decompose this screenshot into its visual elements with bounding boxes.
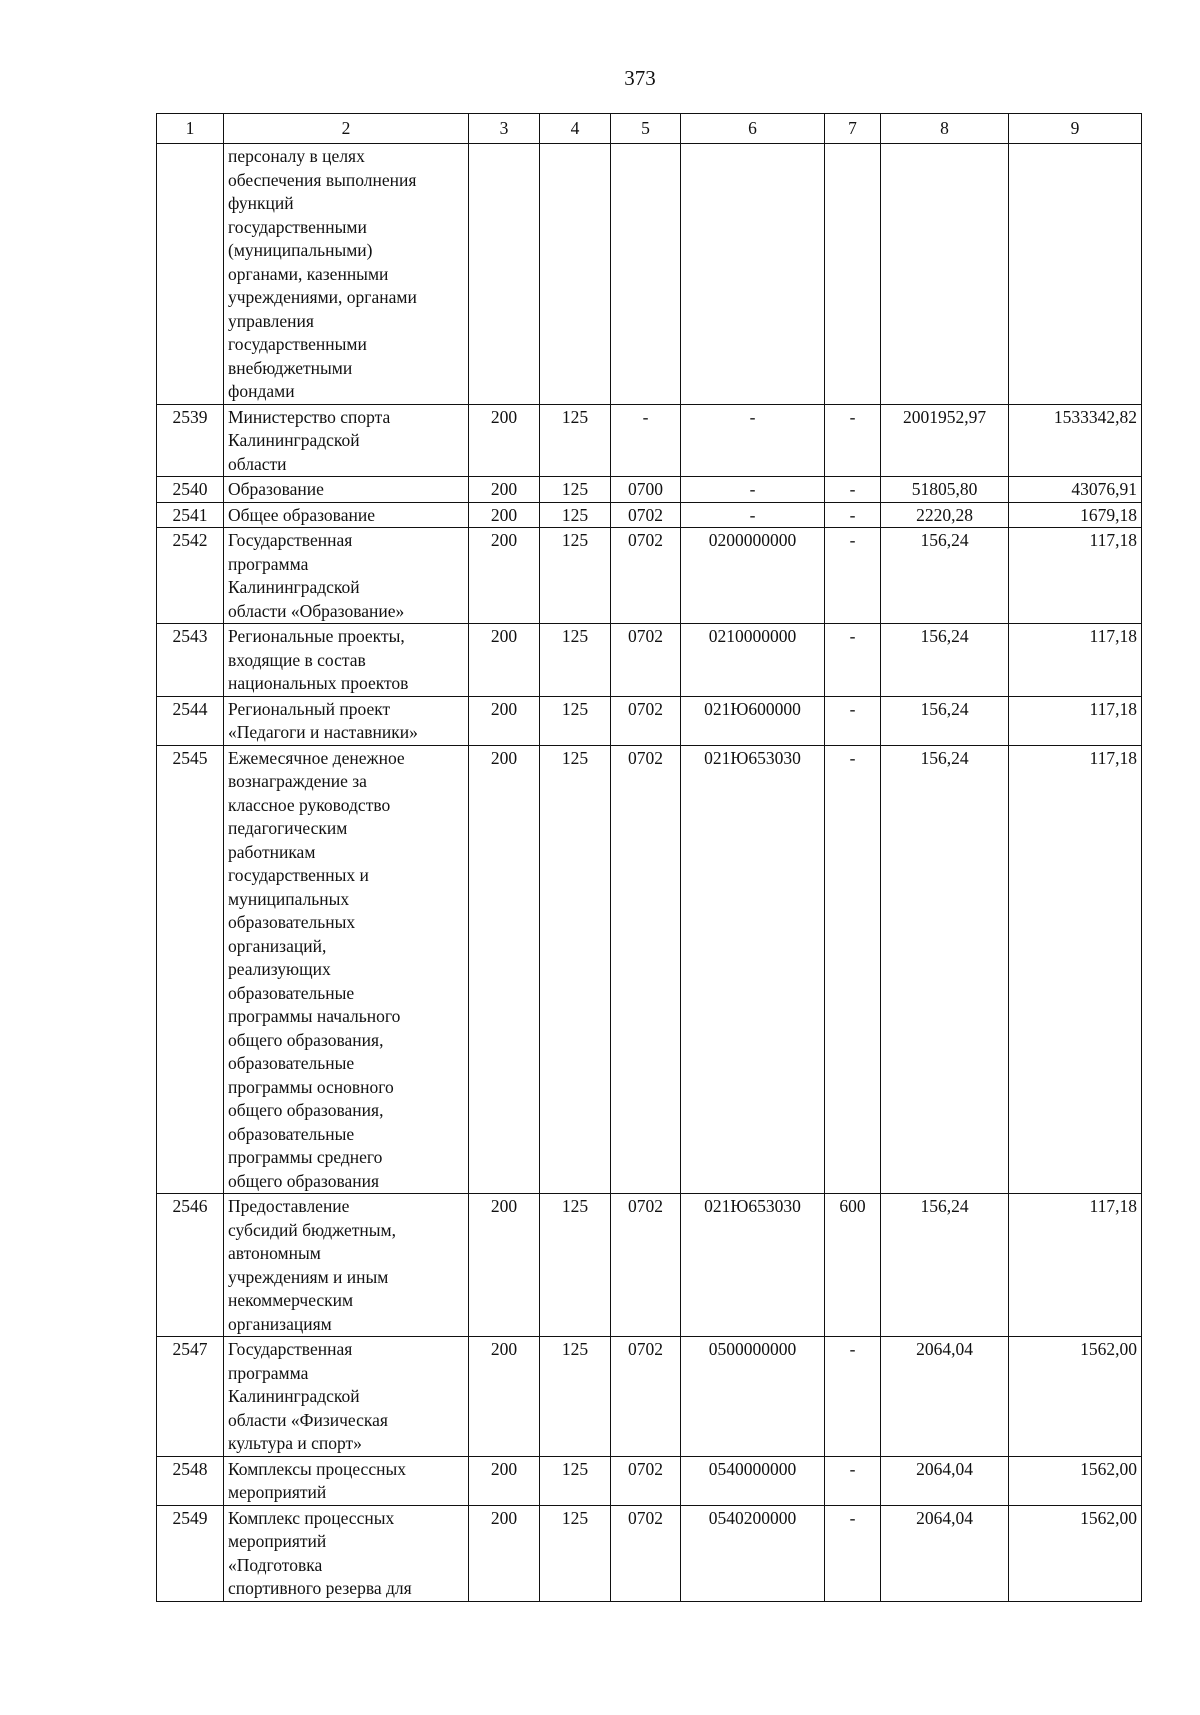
cell-row-number: 2539 xyxy=(157,404,224,477)
cell-col8: 2001952,97 xyxy=(881,404,1009,477)
cell-col4: 125 xyxy=(540,1456,611,1505)
cell-col7: - xyxy=(825,1456,881,1505)
cell-col4: 125 xyxy=(540,1337,611,1457)
cell-col8: 2064,04 xyxy=(881,1456,1009,1505)
cell-col6: 0540200000 xyxy=(681,1505,825,1601)
cell-col5: 0702 xyxy=(611,1194,681,1337)
cell-col5: 0700 xyxy=(611,477,681,503)
cell-col4: 125 xyxy=(540,477,611,503)
cell-col3: 200 xyxy=(469,1337,540,1457)
cell-col7: - xyxy=(825,624,881,697)
cell-col6: - xyxy=(681,502,825,528)
col-header-7: 7 xyxy=(825,114,881,144)
cell-row-number: 2547 xyxy=(157,1337,224,1457)
table-row xyxy=(157,477,1142,503)
cell-col7: - xyxy=(825,745,881,1194)
cell-col7: 600 xyxy=(825,1194,881,1337)
col-header-4: 4 xyxy=(540,114,611,144)
cell-name: Комплекс процессных мероприятий «Подготовка спортивного резерва для xyxy=(224,1505,469,1601)
cell-row-number: 2549 xyxy=(157,1505,224,1601)
cell-col9: 1679,18 xyxy=(1009,502,1142,528)
cell-col5: 0702 xyxy=(611,696,681,745)
cell-col5: 0702 xyxy=(611,745,681,1194)
cell-col6 xyxy=(681,144,825,405)
cell-name: Комплексы процессных мероприятий xyxy=(224,1456,469,1505)
cell-col3: 200 xyxy=(469,477,540,503)
cell-col7 xyxy=(825,144,881,405)
cell-name: Общее образование xyxy=(224,502,469,528)
cell-col9: 117,18 xyxy=(1009,528,1142,624)
cell-col4: 125 xyxy=(540,1194,611,1337)
cell-col5: 0702 xyxy=(611,1456,681,1505)
table-row xyxy=(157,404,1142,477)
cell-col7: - xyxy=(825,528,881,624)
table-row xyxy=(157,696,1142,745)
cell-col9: 117,18 xyxy=(1009,624,1142,697)
cell-row-number: 2543 xyxy=(157,624,224,697)
cell-col9: 1562,00 xyxy=(1009,1505,1142,1601)
col-header-8: 8 xyxy=(881,114,1009,144)
cell-col8: 2064,04 xyxy=(881,1337,1009,1457)
cell-row-number: 2541 xyxy=(157,502,224,528)
cell-col4: 125 xyxy=(540,1505,611,1601)
cell-col6: 021Ю653030 xyxy=(681,745,825,1194)
cell-col8 xyxy=(881,144,1009,405)
cell-col6: 0500000000 xyxy=(681,1337,825,1457)
cell-col8: 156,24 xyxy=(881,745,1009,1194)
cell-col3: 200 xyxy=(469,1456,540,1505)
cell-col3: 200 xyxy=(469,404,540,477)
cell-col8: 156,24 xyxy=(881,528,1009,624)
cell-row-number: 2546 xyxy=(157,1194,224,1337)
col-header-3: 3 xyxy=(469,114,540,144)
col-header-2: 2 xyxy=(224,114,469,144)
cell-col9: 1562,00 xyxy=(1009,1337,1142,1457)
cell-col6: 021Ю600000 xyxy=(681,696,825,745)
cell-col7: - xyxy=(825,404,881,477)
cell-col3: 200 xyxy=(469,696,540,745)
cell-col3: 200 xyxy=(469,502,540,528)
cell-col8: 51805,80 xyxy=(881,477,1009,503)
cell-col5: - xyxy=(611,404,681,477)
cell-col8: 156,24 xyxy=(881,696,1009,745)
col-header-1: 1 xyxy=(157,114,224,144)
cell-name: Предоставление субсидий бюджетным, автономным учреждениям и иным некоммерческим организациям xyxy=(224,1194,469,1337)
table-row xyxy=(157,1505,1142,1601)
cell-col4: 125 xyxy=(540,528,611,624)
cell-col4: 125 xyxy=(540,745,611,1194)
cell-col6: - xyxy=(681,404,825,477)
cell-col6: 021Ю653030 xyxy=(681,1194,825,1337)
cell-col7: - xyxy=(825,1505,881,1601)
table-row xyxy=(157,624,1142,697)
cell-name: персоналу в целях обеспечения выполнения функций государственными (муниципальными) органами, казенными учреждениями, органами управления государственными внебюджетными фондами xyxy=(224,144,469,405)
table-row xyxy=(157,528,1142,624)
cell-col5 xyxy=(611,144,681,405)
cell-name: Государственная программа Калининградской области «Физическая культура и спорт» xyxy=(224,1337,469,1457)
cell-col6: 0210000000 xyxy=(681,624,825,697)
table-row xyxy=(157,1456,1142,1505)
cell-col6: - xyxy=(681,477,825,503)
cell-col9: 1533342,82 xyxy=(1009,404,1142,477)
cell-col3: 200 xyxy=(469,1505,540,1601)
cell-col3: 200 xyxy=(469,528,540,624)
cell-name: Региональный проект «Педагоги и наставники» xyxy=(224,696,469,745)
col-header-9: 9 xyxy=(1009,114,1142,144)
cell-col3 xyxy=(469,144,540,405)
cell-col8: 2064,04 xyxy=(881,1505,1009,1601)
cell-col5: 0702 xyxy=(611,502,681,528)
cell-col9: 43076,91 xyxy=(1009,477,1142,503)
table-row xyxy=(157,144,1142,405)
cell-row-number: 2544 xyxy=(157,696,224,745)
cell-col4: 125 xyxy=(540,696,611,745)
cell-col4: 125 xyxy=(540,624,611,697)
cell-col9: 1562,00 xyxy=(1009,1456,1142,1505)
cell-name: Министерство спорта Калининградской области xyxy=(224,404,469,477)
cell-row-number: 2542 xyxy=(157,528,224,624)
cell-col5: 0702 xyxy=(611,624,681,697)
cell-col7: - xyxy=(825,477,881,503)
cell-col5: 0702 xyxy=(611,528,681,624)
cell-col4 xyxy=(540,144,611,405)
cell-row-number: 2540 xyxy=(157,477,224,503)
cell-col8: 2220,28 xyxy=(881,502,1009,528)
cell-col6: 0200000000 xyxy=(681,528,825,624)
cell-col8: 156,24 xyxy=(881,624,1009,697)
table-row xyxy=(157,1337,1142,1457)
page-number: 373 xyxy=(624,66,656,90)
cell-name: Ежемесячное денежное вознаграждение за классное руководство педагогическим работникам государственных и муниципальных образовательных организаций, реализующих образовательные программы начального общего образования, образовательные программы основного общего образования, образовательные программы среднего общего образования xyxy=(224,745,469,1194)
cell-row-number: 2548 xyxy=(157,1456,224,1505)
cell-col7: - xyxy=(825,1337,881,1457)
col-header-6: 6 xyxy=(681,114,825,144)
cell-col9: 117,18 xyxy=(1009,1194,1142,1337)
header-row xyxy=(157,114,1142,144)
cell-col9: 117,18 xyxy=(1009,745,1142,1194)
cell-row-number xyxy=(157,144,224,405)
cell-row-number: 2545 xyxy=(157,745,224,1194)
cell-col5: 0702 xyxy=(611,1505,681,1601)
cell-col6: 0540000000 xyxy=(681,1456,825,1505)
cell-col3: 200 xyxy=(469,624,540,697)
cell-col9: 117,18 xyxy=(1009,696,1142,745)
cell-col9 xyxy=(1009,144,1142,405)
cell-name: Региональные проекты, входящие в состав национальных проектов xyxy=(224,624,469,697)
budget-table xyxy=(156,113,1142,1602)
cell-col4: 125 xyxy=(540,404,611,477)
table-row xyxy=(157,1194,1142,1337)
table-row xyxy=(157,502,1142,528)
cell-name: Государственная программа Калининградской области «Образование» xyxy=(224,528,469,624)
cell-col3: 200 xyxy=(469,1194,540,1337)
table-row xyxy=(157,745,1142,1194)
col-header-5: 5 xyxy=(611,114,681,144)
cell-col3: 200 xyxy=(469,745,540,1194)
cell-col7: - xyxy=(825,502,881,528)
cell-col5: 0702 xyxy=(611,1337,681,1457)
cell-col4: 125 xyxy=(540,502,611,528)
cell-col8: 156,24 xyxy=(881,1194,1009,1337)
cell-col7: - xyxy=(825,696,881,745)
cell-name: Образование xyxy=(224,477,469,503)
